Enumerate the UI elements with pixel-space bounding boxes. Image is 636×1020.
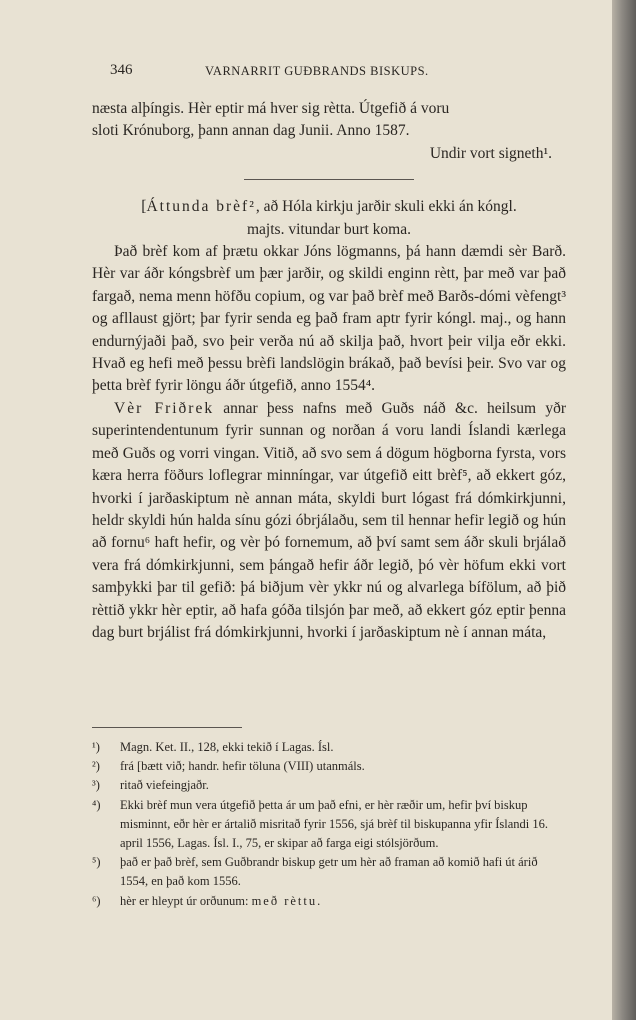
letter-heading: [Áttunda brèf², að Hóla kirkju jarðir skuli ekki án kóngl. (141, 198, 517, 216)
page-header (0, 62, 612, 82)
running-title: VARNARRIT GUÐBRANDS BISKUPS. (205, 64, 429, 78)
book-gutter (612, 0, 636, 1020)
letter-heading-rest: , að Hóla kirkju jarðir skuli ekki án kóngl. (255, 198, 517, 216)
footnote-emphasis: með rèttu. (251, 893, 323, 908)
paragraph-opening: Vèr Friðrek (114, 399, 215, 417)
footnote-mark: ²) (92, 759, 100, 774)
text-line: sloti Krónuborg, þann annan dag Junii. Anno 1587. (92, 122, 410, 140)
footnote-mark: ⁶) (92, 893, 101, 908)
letter-heading-title: Áttunda brèf² (146, 198, 256, 216)
signature-line: Undir vort signeth¹. (429, 144, 552, 162)
footnote-mark: ³) (92, 778, 100, 793)
footnote-rule (92, 727, 242, 728)
footnote-text: það er það brèf, sem Guðbrandr biskup getr um hèr að framan að komið hafi út árið 1554, en það kom 1556. (120, 855, 538, 889)
footnote-text: frá [bætt við; handr. hefir töluna (VIII) utanmáls. (120, 759, 365, 774)
main-text (92, 98, 566, 644)
footnote-text: ritað viefeingjaðr. (120, 778, 209, 793)
paragraph (92, 398, 566, 644)
footnote-mark: ⁴) (92, 797, 101, 812)
text-line: næsta alþíngis. Hèr eptir má hver sig rètta. Útgefið á voru (92, 100, 450, 117)
section-divider (244, 179, 414, 180)
footnote (92, 757, 566, 776)
footnotes (92, 738, 566, 911)
footnote-text: Magn. Ket. II., 128, ekki tekið í Lagas. Ísl. (120, 740, 334, 754)
paragraph: Það brèf kom af þrætu okkar Jóns lögmanns, þá hann dæmdi sèr Barð. Hèr var áðr kóngsbrèf um þær jarðir, og skildi enginn rètt, þar með var það fargað, nema menn höfðu copium, og var það brèf með Barðs-dómi vèfengt³ og afllaust gjört; þar fyrir senda eg það fram aptr fyrir kóngl. maj., og hann endurnýjaði það, svo þeir verða nú að skilja það, hvort þeir vilja eðr ekki. Hvað eg hefi með þessu brèfi landslögin brákað, það bevísi þeir. Svo var og þetta brèf fyrir löngu áðr útgefið, anno 1554⁴. (92, 243, 566, 395)
footnote (92, 796, 566, 854)
page-number: 346 (110, 62, 133, 78)
footnote-mark: ⁵) (92, 855, 101, 870)
footnote-text: hèr er hleypt úr orðunum: (120, 893, 252, 908)
footnote (92, 738, 566, 757)
footnote (92, 892, 566, 911)
paragraph-text: annar þess nafns með Guðs náð &c. heilsum yðr superintendentunum fyrir sunnan og norðan á voru landi Íslandi kærlega með Guðs og vorri vingan. Vitið, að svo sem á dögum högborna fyrsta, vors kæra herra föðurs loflegrar minníngar, var útgefið eitt brèf⁵, að ekkert góz, hvorki í jarðaskiptum nè annan máta, skyldi burt lógast frá dómkirkjunni, heldr skyldi hún halda sínu gózi óbrjálaðu, sem til hennar hefir legið og hún að fornu⁶ haft hefir, og vèr þó fornemum, að því samt sem áðr skuli brjálað vera frá dómkirkjunni, sem þángað hefir áðr legið, þó vèr höfum ekki vort samþykki þar til gefið: þá biðjum vèr ykkr nú og alvarlega bífölum, að þið rèttið ykkr hèr eptir, að hafa góða tilsjón þar með, að ekkert góz eptir þenna dag burt brjálist frá dómkirkjunni, hvorki í jarðaskiptum nè í annan máta, (92, 399, 566, 641)
footnote (92, 853, 566, 891)
footnote-text: Ekki brèf mun vera útgefið þetta ár um það efni, er hèr ræðir um, hefir því biskup misminnt, eðr hèr er ártalið misritað fyrir 1556, sjá brèf til biskupanna yfir Íslandi 16. april 1556, Lagas. Ísl. I., 75, er skipar að farga eigi stólsjörðum. (120, 797, 549, 851)
footnote-mark: ¹) (92, 740, 100, 754)
footnote (92, 776, 566, 795)
letter-heading-line2: majts. vitundar burt koma. (246, 220, 411, 238)
